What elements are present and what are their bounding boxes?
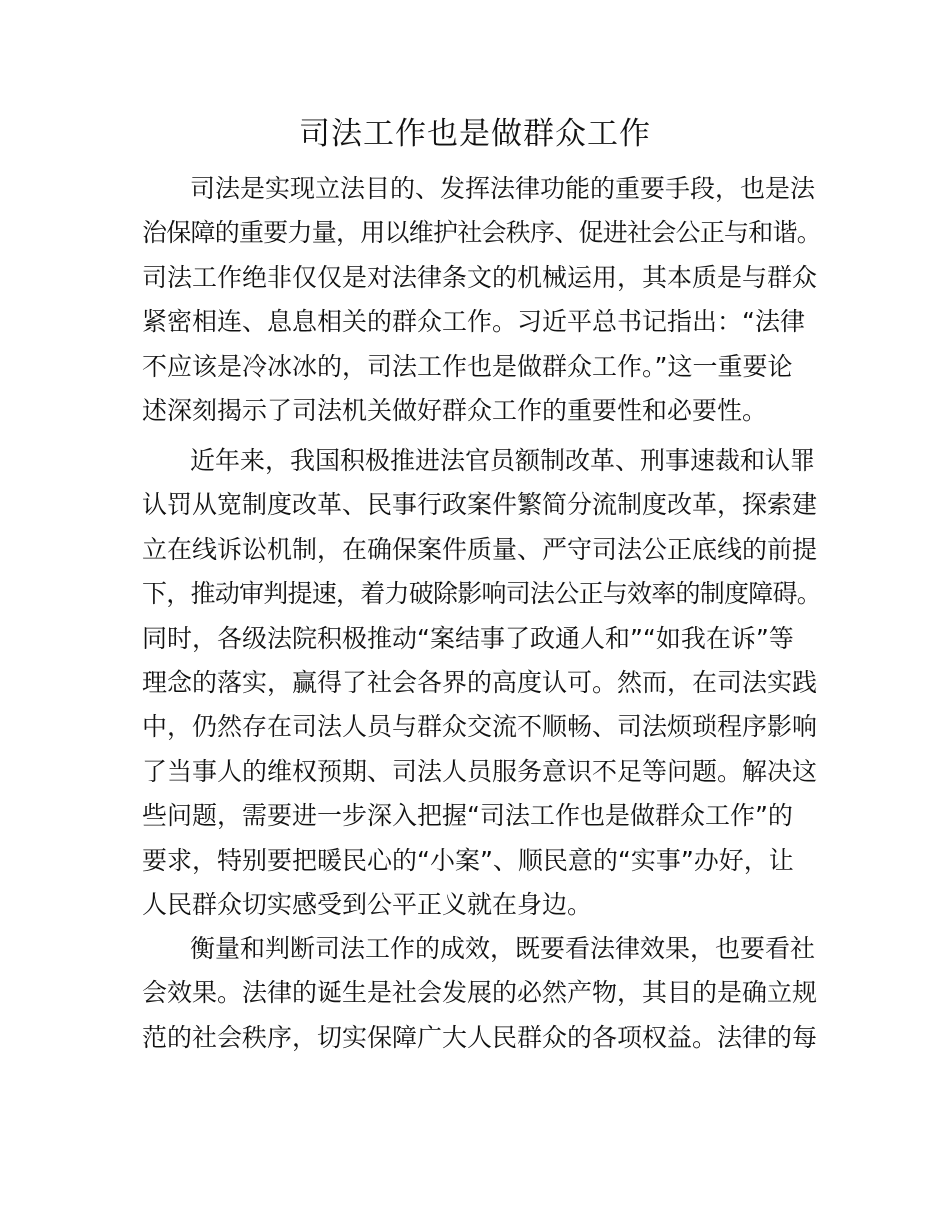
text-line: 紧密相连、息息相关的群众工作。习近平总书记指出：“法律	[142, 307, 805, 337]
text-line: 下，推动审判提速，着力破除影响司法公正与效率的制度障碍。	[142, 579, 822, 609]
text-line: 理念的落实，赢得了社会各界的高度认可。然而，在司法实践	[142, 667, 818, 697]
text-line: 认罚从宽制度改革、民事行政案件繁简分流制度改革，探索建	[142, 490, 818, 520]
text-line: 立在线诉讼机制，在确保案件质量、严守司法公正底线的前提	[142, 534, 818, 564]
paragraph-1	[142, 167, 822, 433]
text-line: 衡量和判断司法工作的成效，既要看法律效果，也要看社	[190, 934, 816, 963]
document-title: 司法工作也是做群众工作	[299, 116, 651, 152]
text-line: 会效果。法律的诞生是社会发展的必然产物，其目的是确立规	[142, 978, 818, 1008]
text-line: 司法是实现立法目的、发挥法律功能的重要手段，也是法	[190, 174, 816, 203]
text-line: 些问题，需要进一步深入把握“司法工作也是做群众工作”的	[142, 801, 793, 831]
paragraph-3	[142, 927, 822, 1060]
text-line: 不应该是冷冰冰的，司法工作也是做群众工作。”这一重要论	[142, 351, 793, 381]
text-line: 述深刻揭示了司法机关做好群众工作的重要性和必要性。	[142, 395, 768, 425]
text-line: 治保障的重要力量，用以维护社会秩序、促进社会公正与和谐。	[142, 218, 822, 248]
text-line: 近年来，我国积极推进法官员额制改革、刑事速裁和认罪	[190, 446, 816, 475]
text-line: 了当事人的维权预期、司法人员服务意识不足等问题。解决这	[142, 756, 818, 786]
text-line: 范的社会秩序，切实保障广大人民群众的各项权益。法律的每	[142, 1022, 818, 1052]
text-line: 中，仍然存在司法人员与群众交流不顺畅、司法烦琐程序影响	[142, 712, 818, 742]
text-line: 人民群众切实感受到公平正义就在身边。	[142, 889, 593, 919]
text-line: 同时，各级法院积极推动“案结事了政通人和”“如我在诉”等	[142, 623, 794, 653]
paragraph-2	[142, 439, 822, 927]
text-line: 司法工作绝非仅仅是对法律条文的机械运用，其本质是与群众	[142, 262, 818, 292]
text-line: 要求，特别要把暖民心的“小案”、顺民意的“实事”办好，让	[142, 845, 794, 875]
